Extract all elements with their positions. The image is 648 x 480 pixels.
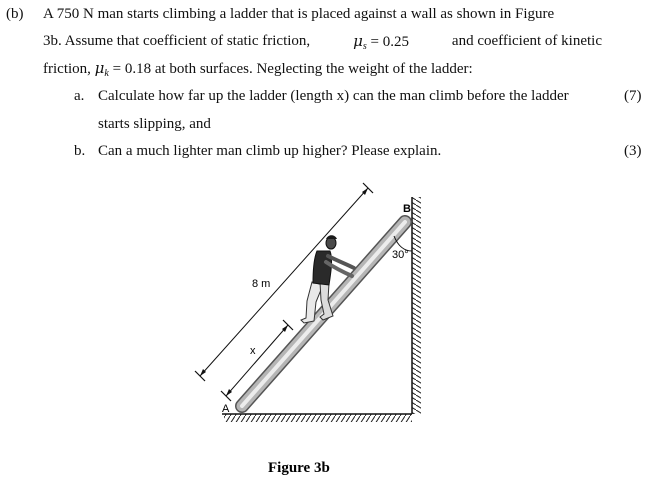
length-label: 8 m bbox=[252, 278, 271, 290]
point-b-label: B bbox=[403, 203, 411, 215]
intro-line-2-pre: 3b. Assume that coefficient of static friction, bbox=[43, 33, 311, 49]
point-a-label: A bbox=[222, 403, 230, 415]
mu-s-subscript: s bbox=[362, 41, 367, 52]
intro-line-2-post: and coefficient of kinetic bbox=[451, 33, 602, 49]
angle-label: 30° bbox=[392, 249, 409, 261]
item-b-marks: (3) bbox=[624, 143, 642, 159]
figure-caption: Figure 3b bbox=[268, 460, 330, 476]
intro-line-1: A 750 N man starts climbing a ladder that is placed against a wall as shown in Figure bbox=[43, 6, 555, 22]
intro-line-3-pre: friction, bbox=[43, 61, 91, 77]
item-a-label: a. bbox=[74, 88, 85, 104]
item-a-line-2: starts slipping, and bbox=[98, 116, 211, 132]
mu-s-symbol: μ bbox=[353, 32, 363, 50]
floor bbox=[222, 414, 412, 422]
wall bbox=[412, 197, 421, 414]
mu-k-subscript: k bbox=[104, 68, 109, 79]
item-a-line-1: Calculate how far up the ladder (length x) can the man climb before the ladder bbox=[98, 88, 569, 104]
item-a-marks: (7) bbox=[624, 88, 642, 104]
intro-line-3-post: at both surfaces. Neglecting the weight of the ladder: bbox=[154, 61, 473, 77]
item-b-label: b. bbox=[74, 143, 86, 159]
part-label: (b) bbox=[6, 6, 24, 22]
item-b-line-1: Can a much lighter man climb up higher? Please explain. bbox=[98, 143, 442, 159]
mu-k-value: = 0.18 bbox=[112, 61, 152, 77]
mu-k-symbol: μ bbox=[94, 59, 105, 77]
mu-s-value: = 0.25 bbox=[370, 34, 409, 50]
x-label: x bbox=[250, 345, 256, 357]
